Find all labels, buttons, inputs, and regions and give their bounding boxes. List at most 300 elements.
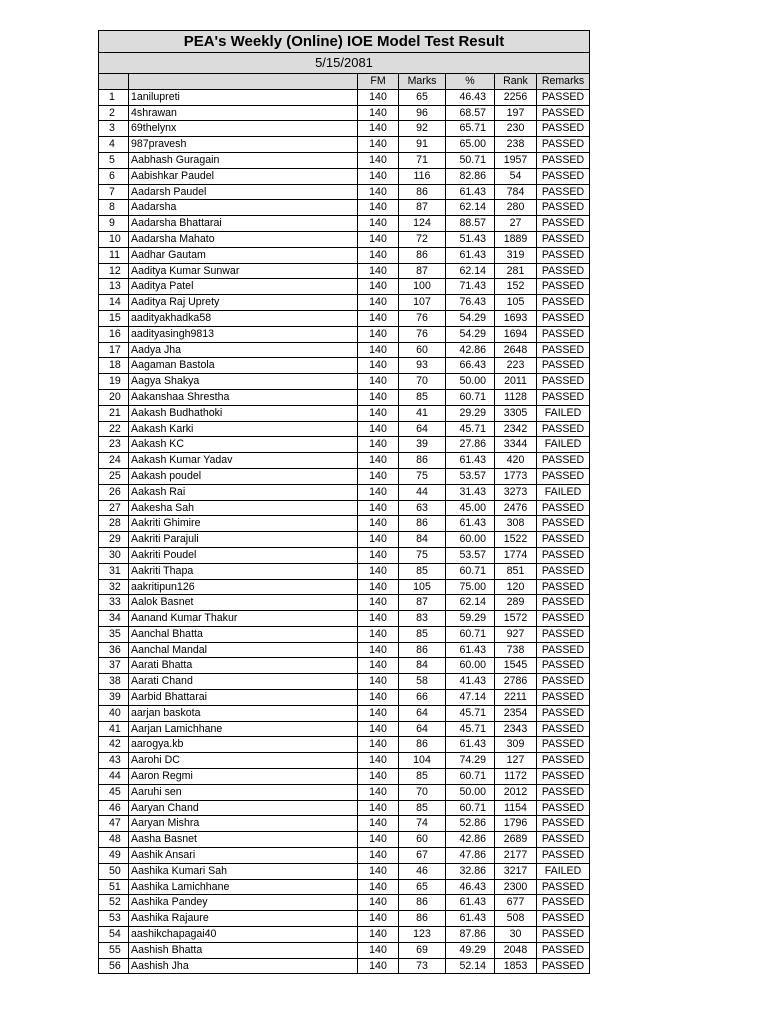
cell-percent: 60.00 bbox=[446, 658, 495, 674]
cell-remarks: PASSED bbox=[537, 769, 590, 785]
cell-rank: 2648 bbox=[495, 342, 537, 358]
cell-remarks: FAILED bbox=[537, 863, 590, 879]
cell-rank: 1545 bbox=[495, 658, 537, 674]
cell-fm: 140 bbox=[358, 658, 399, 674]
cell-sn: 55 bbox=[99, 942, 129, 958]
cell-remarks: PASSED bbox=[537, 579, 590, 595]
cell-remarks: PASSED bbox=[537, 879, 590, 895]
cell-marks: 60 bbox=[399, 342, 446, 358]
cell-rank: 197 bbox=[495, 105, 537, 121]
cell-percent: 45.71 bbox=[446, 705, 495, 721]
cell-marks: 69 bbox=[399, 942, 446, 958]
table-row bbox=[99, 658, 590, 674]
cell-rank: 127 bbox=[495, 753, 537, 769]
cell-rank: 230 bbox=[495, 121, 537, 137]
cell-fm: 140 bbox=[358, 626, 399, 642]
cell-sn: 56 bbox=[99, 958, 129, 974]
header-percent: % bbox=[446, 74, 495, 90]
cell-sn: 13 bbox=[99, 279, 129, 295]
cell-sn: 19 bbox=[99, 374, 129, 390]
table-row bbox=[99, 137, 590, 153]
cell-name: aarogya.kb bbox=[129, 737, 358, 753]
table-row bbox=[99, 863, 590, 879]
cell-fm: 140 bbox=[358, 753, 399, 769]
cell-name: Aaditya Kumar Sunwar bbox=[129, 263, 358, 279]
cell-marks: 64 bbox=[399, 421, 446, 437]
cell-fm: 140 bbox=[358, 295, 399, 311]
cell-percent: 66.43 bbox=[446, 358, 495, 374]
cell-rank: 2300 bbox=[495, 879, 537, 895]
cell-remarks: PASSED bbox=[537, 342, 590, 358]
table-row bbox=[99, 200, 590, 216]
table-row bbox=[99, 468, 590, 484]
table-row bbox=[99, 674, 590, 690]
cell-remarks: PASSED bbox=[537, 595, 590, 611]
cell-name: Aakriti Thapa bbox=[129, 563, 358, 579]
header-marks: Marks bbox=[399, 74, 446, 90]
cell-marks: 86 bbox=[399, 453, 446, 469]
cell-rank: 105 bbox=[495, 295, 537, 311]
cell-remarks: PASSED bbox=[537, 358, 590, 374]
cell-rank: 309 bbox=[495, 737, 537, 753]
table-row bbox=[99, 105, 590, 121]
cell-name: Aashika Kumari Sah bbox=[129, 863, 358, 879]
cell-remarks: PASSED bbox=[537, 848, 590, 864]
cell-name: Aakash poudel bbox=[129, 468, 358, 484]
cell-fm: 140 bbox=[358, 389, 399, 405]
table-row bbox=[99, 879, 590, 895]
table-row bbox=[99, 958, 590, 974]
cell-sn: 31 bbox=[99, 563, 129, 579]
cell-rank: 2689 bbox=[495, 832, 537, 848]
cell-marks: 66 bbox=[399, 690, 446, 706]
cell-sn: 50 bbox=[99, 863, 129, 879]
cell-rank: 2354 bbox=[495, 705, 537, 721]
cell-name: Aaditya Raj Uprety bbox=[129, 295, 358, 311]
cell-rank: 2786 bbox=[495, 674, 537, 690]
cell-rank: 280 bbox=[495, 200, 537, 216]
cell-marks: 73 bbox=[399, 958, 446, 974]
cell-rank: 30 bbox=[495, 927, 537, 943]
table-row bbox=[99, 326, 590, 342]
header-rank: Rank bbox=[495, 74, 537, 90]
cell-marks: 93 bbox=[399, 358, 446, 374]
cell-marks: 86 bbox=[399, 911, 446, 927]
cell-marks: 64 bbox=[399, 721, 446, 737]
cell-name: Aadarsha bbox=[129, 200, 358, 216]
cell-remarks: PASSED bbox=[537, 753, 590, 769]
cell-sn: 18 bbox=[99, 358, 129, 374]
cell-percent: 60.71 bbox=[446, 563, 495, 579]
cell-percent: 29.29 bbox=[446, 405, 495, 421]
cell-fm: 140 bbox=[358, 247, 399, 263]
table-row bbox=[99, 152, 590, 168]
cell-percent: 32.86 bbox=[446, 863, 495, 879]
cell-name: Aakash KC bbox=[129, 437, 358, 453]
cell-marks: 86 bbox=[399, 184, 446, 200]
table-row bbox=[99, 184, 590, 200]
table-row bbox=[99, 753, 590, 769]
cell-name: Aakash Kumar Yadav bbox=[129, 453, 358, 469]
cell-fm: 140 bbox=[358, 532, 399, 548]
cell-marks: 85 bbox=[399, 563, 446, 579]
cell-rank: 1693 bbox=[495, 310, 537, 326]
cell-remarks: PASSED bbox=[537, 468, 590, 484]
cell-remarks: PASSED bbox=[537, 279, 590, 295]
cell-marks: 46 bbox=[399, 863, 446, 879]
cell-remarks: PASSED bbox=[537, 89, 590, 105]
table-row bbox=[99, 595, 590, 611]
table-row bbox=[99, 816, 590, 832]
cell-marks: 76 bbox=[399, 310, 446, 326]
cell-marks: 86 bbox=[399, 247, 446, 263]
cell-fm: 140 bbox=[358, 105, 399, 121]
cell-name: Aagaman Bastola bbox=[129, 358, 358, 374]
table-row bbox=[99, 705, 590, 721]
table-row bbox=[99, 358, 590, 374]
cell-fm: 140 bbox=[358, 453, 399, 469]
table-row bbox=[99, 942, 590, 958]
cell-sn: 27 bbox=[99, 500, 129, 516]
cell-rank: 308 bbox=[495, 516, 537, 532]
cell-sn: 3 bbox=[99, 121, 129, 137]
cell-name: Aashish Bhatta bbox=[129, 942, 358, 958]
cell-name: Aadarsha Mahato bbox=[129, 231, 358, 247]
cell-remarks: PASSED bbox=[537, 453, 590, 469]
cell-marks: 96 bbox=[399, 105, 446, 121]
cell-remarks: PASSED bbox=[537, 500, 590, 516]
cell-percent: 75.00 bbox=[446, 579, 495, 595]
cell-percent: 52.86 bbox=[446, 816, 495, 832]
cell-sn: 8 bbox=[99, 200, 129, 216]
cell-name: Aaron Regmi bbox=[129, 769, 358, 785]
cell-rank: 738 bbox=[495, 642, 537, 658]
cell-rank: 1796 bbox=[495, 816, 537, 832]
cell-marks: 85 bbox=[399, 800, 446, 816]
cell-fm: 140 bbox=[358, 879, 399, 895]
cell-name: Aashika Lamichhane bbox=[129, 879, 358, 895]
cell-marks: 100 bbox=[399, 279, 446, 295]
cell-name: Aashish Jha bbox=[129, 958, 358, 974]
cell-percent: 62.14 bbox=[446, 200, 495, 216]
cell-remarks: PASSED bbox=[537, 942, 590, 958]
cell-remarks: PASSED bbox=[537, 690, 590, 706]
cell-rank: 1522 bbox=[495, 532, 537, 548]
cell-remarks: FAILED bbox=[537, 484, 590, 500]
cell-marks: 116 bbox=[399, 168, 446, 184]
cell-marks: 72 bbox=[399, 231, 446, 247]
cell-rank: 1774 bbox=[495, 547, 537, 563]
cell-percent: 46.43 bbox=[446, 89, 495, 105]
cell-rank: 1889 bbox=[495, 231, 537, 247]
cell-sn: 39 bbox=[99, 690, 129, 706]
cell-fm: 140 bbox=[358, 816, 399, 832]
cell-remarks: PASSED bbox=[537, 310, 590, 326]
cell-rank: 420 bbox=[495, 453, 537, 469]
table-row bbox=[99, 295, 590, 311]
cell-sn: 23 bbox=[99, 437, 129, 453]
cell-marks: 71 bbox=[399, 152, 446, 168]
cell-fm: 140 bbox=[358, 595, 399, 611]
cell-sn: 37 bbox=[99, 658, 129, 674]
cell-marks: 70 bbox=[399, 374, 446, 390]
cell-percent: 46.43 bbox=[446, 879, 495, 895]
cell-remarks: PASSED bbox=[537, 421, 590, 437]
cell-fm: 140 bbox=[358, 674, 399, 690]
cell-remarks: PASSED bbox=[537, 958, 590, 974]
cell-fm: 140 bbox=[358, 611, 399, 627]
table-row bbox=[99, 547, 590, 563]
cell-remarks: PASSED bbox=[537, 184, 590, 200]
cell-sn: 32 bbox=[99, 579, 129, 595]
cell-fm: 140 bbox=[358, 690, 399, 706]
cell-remarks: PASSED bbox=[537, 374, 590, 390]
cell-marks: 85 bbox=[399, 626, 446, 642]
cell-remarks: PASSED bbox=[537, 231, 590, 247]
cell-sn: 42 bbox=[99, 737, 129, 753]
cell-name: Aanchal Mandal bbox=[129, 642, 358, 658]
cell-remarks: PASSED bbox=[537, 247, 590, 263]
cell-name: aakritipun126 bbox=[129, 579, 358, 595]
table-row bbox=[99, 216, 590, 232]
cell-sn: 51 bbox=[99, 879, 129, 895]
cell-sn: 49 bbox=[99, 848, 129, 864]
cell-rank: 3344 bbox=[495, 437, 537, 453]
cell-sn: 41 bbox=[99, 721, 129, 737]
cell-fm: 140 bbox=[358, 405, 399, 421]
cell-marks: 86 bbox=[399, 642, 446, 658]
cell-percent: 60.71 bbox=[446, 769, 495, 785]
cell-marks: 83 bbox=[399, 611, 446, 627]
cell-remarks: PASSED bbox=[537, 547, 590, 563]
header-name bbox=[129, 74, 358, 90]
cell-percent: 47.14 bbox=[446, 690, 495, 706]
table-row bbox=[99, 626, 590, 642]
cell-rank: 1154 bbox=[495, 800, 537, 816]
cell-marks: 86 bbox=[399, 737, 446, 753]
cell-percent: 65.00 bbox=[446, 137, 495, 153]
result-table bbox=[98, 30, 590, 974]
cell-percent: 61.43 bbox=[446, 453, 495, 469]
cell-remarks: PASSED bbox=[537, 389, 590, 405]
cell-remarks: PASSED bbox=[537, 121, 590, 137]
cell-fm: 140 bbox=[358, 832, 399, 848]
cell-marks: 41 bbox=[399, 405, 446, 421]
cell-fm: 140 bbox=[358, 563, 399, 579]
cell-marks: 92 bbox=[399, 121, 446, 137]
cell-marks: 87 bbox=[399, 263, 446, 279]
cell-fm: 140 bbox=[358, 769, 399, 785]
cell-percent: 31.43 bbox=[446, 484, 495, 500]
cell-sn: 5 bbox=[99, 152, 129, 168]
cell-percent: 60.71 bbox=[446, 389, 495, 405]
cell-percent: 61.43 bbox=[446, 642, 495, 658]
cell-sn: 15 bbox=[99, 310, 129, 326]
table-row bbox=[99, 247, 590, 263]
cell-remarks: PASSED bbox=[537, 152, 590, 168]
cell-percent: 71.43 bbox=[446, 279, 495, 295]
cell-fm: 140 bbox=[358, 200, 399, 216]
table-row bbox=[99, 690, 590, 706]
cell-fm: 140 bbox=[358, 848, 399, 864]
cell-fm: 140 bbox=[358, 500, 399, 516]
cell-rank: 152 bbox=[495, 279, 537, 295]
cell-marks: 87 bbox=[399, 595, 446, 611]
cell-sn: 25 bbox=[99, 468, 129, 484]
cell-marks: 58 bbox=[399, 674, 446, 690]
table-row bbox=[99, 421, 590, 437]
cell-remarks: PASSED bbox=[537, 674, 590, 690]
cell-sn: 1 bbox=[99, 89, 129, 105]
cell-fm: 140 bbox=[358, 326, 399, 342]
cell-fm: 140 bbox=[358, 310, 399, 326]
cell-marks: 63 bbox=[399, 500, 446, 516]
cell-rank: 1773 bbox=[495, 468, 537, 484]
cell-percent: 61.43 bbox=[446, 895, 495, 911]
cell-remarks: PASSED bbox=[537, 927, 590, 943]
cell-marks: 76 bbox=[399, 326, 446, 342]
cell-rank: 851 bbox=[495, 563, 537, 579]
cell-name: Aabhash Guragain bbox=[129, 152, 358, 168]
cell-rank: 508 bbox=[495, 911, 537, 927]
cell-sn: 47 bbox=[99, 816, 129, 832]
cell-marks: 85 bbox=[399, 389, 446, 405]
cell-sn: 46 bbox=[99, 800, 129, 816]
cell-percent: 47.86 bbox=[446, 848, 495, 864]
cell-rank: 223 bbox=[495, 358, 537, 374]
cell-sn: 33 bbox=[99, 595, 129, 611]
sheet-title: PEA's Weekly (Online) IOE Model Test Result bbox=[99, 31, 590, 53]
table-row bbox=[99, 737, 590, 753]
cell-remarks: PASSED bbox=[537, 800, 590, 816]
cell-marks: 123 bbox=[399, 927, 446, 943]
table-row bbox=[99, 121, 590, 137]
cell-fm: 140 bbox=[358, 547, 399, 563]
cell-sn: 36 bbox=[99, 642, 129, 658]
table-row bbox=[99, 784, 590, 800]
cell-fm: 140 bbox=[358, 216, 399, 232]
cell-name: 69thelynx bbox=[129, 121, 358, 137]
cell-fm: 140 bbox=[358, 437, 399, 453]
cell-rank: 2012 bbox=[495, 784, 537, 800]
cell-rank: 3217 bbox=[495, 863, 537, 879]
cell-percent: 41.43 bbox=[446, 674, 495, 690]
cell-rank: 1957 bbox=[495, 152, 537, 168]
cell-rank: 784 bbox=[495, 184, 537, 200]
cell-remarks: PASSED bbox=[537, 784, 590, 800]
sheet-date: 5/15/2081 bbox=[99, 53, 590, 74]
cell-percent: 61.43 bbox=[446, 737, 495, 753]
table-row bbox=[99, 89, 590, 105]
cell-fm: 140 bbox=[358, 642, 399, 658]
table-row bbox=[99, 532, 590, 548]
cell-marks: 87 bbox=[399, 200, 446, 216]
cell-name: Aadya Jha bbox=[129, 342, 358, 358]
cell-fm: 140 bbox=[358, 121, 399, 137]
cell-marks: 64 bbox=[399, 705, 446, 721]
header-row bbox=[99, 74, 590, 90]
cell-remarks: PASSED bbox=[537, 137, 590, 153]
cell-marks: 65 bbox=[399, 879, 446, 895]
cell-percent: 59.29 bbox=[446, 611, 495, 627]
header-remarks: Remarks bbox=[537, 74, 590, 90]
cell-percent: 74.29 bbox=[446, 753, 495, 769]
cell-name: Aakriti Parajuli bbox=[129, 532, 358, 548]
cell-fm: 140 bbox=[358, 911, 399, 927]
cell-percent: 54.29 bbox=[446, 310, 495, 326]
cell-fm: 140 bbox=[358, 89, 399, 105]
cell-rank: 2211 bbox=[495, 690, 537, 706]
table-row bbox=[99, 800, 590, 816]
cell-sn: 10 bbox=[99, 231, 129, 247]
cell-marks: 65 bbox=[399, 89, 446, 105]
cell-fm: 140 bbox=[358, 468, 399, 484]
cell-name: Aaditya Patel bbox=[129, 279, 358, 295]
cell-rank: 677 bbox=[495, 895, 537, 911]
cell-fm: 140 bbox=[358, 737, 399, 753]
cell-name: Aalok Basnet bbox=[129, 595, 358, 611]
cell-marks: 74 bbox=[399, 816, 446, 832]
cell-rank: 3273 bbox=[495, 484, 537, 500]
cell-rank: 2011 bbox=[495, 374, 537, 390]
cell-name: Aarohi DC bbox=[129, 753, 358, 769]
cell-sn: 9 bbox=[99, 216, 129, 232]
cell-marks: 70 bbox=[399, 784, 446, 800]
cell-percent: 60.00 bbox=[446, 532, 495, 548]
cell-remarks: PASSED bbox=[537, 295, 590, 311]
cell-fm: 140 bbox=[358, 263, 399, 279]
cell-rank: 319 bbox=[495, 247, 537, 263]
cell-marks: 105 bbox=[399, 579, 446, 595]
cell-fm: 140 bbox=[358, 784, 399, 800]
header-fm: FM bbox=[358, 74, 399, 90]
table-row bbox=[99, 231, 590, 247]
cell-sn: 11 bbox=[99, 247, 129, 263]
cell-percent: 42.86 bbox=[446, 342, 495, 358]
cell-name: Aagya Shakya bbox=[129, 374, 358, 390]
table-row bbox=[99, 437, 590, 453]
cell-marks: 75 bbox=[399, 547, 446, 563]
cell-rank: 2476 bbox=[495, 500, 537, 516]
cell-name: Aanand Kumar Thakur bbox=[129, 611, 358, 627]
cell-marks: 91 bbox=[399, 137, 446, 153]
table-row bbox=[99, 374, 590, 390]
cell-marks: 124 bbox=[399, 216, 446, 232]
cell-rank: 927 bbox=[495, 626, 537, 642]
cell-percent: 76.43 bbox=[446, 295, 495, 311]
table-row bbox=[99, 168, 590, 184]
cell-fm: 140 bbox=[358, 800, 399, 816]
cell-fm: 140 bbox=[358, 895, 399, 911]
cell-name: 987pravesh bbox=[129, 137, 358, 153]
cell-name: Aabishkar Paudel bbox=[129, 168, 358, 184]
cell-percent: 68.57 bbox=[446, 105, 495, 121]
cell-percent: 87.86 bbox=[446, 927, 495, 943]
cell-percent: 61.43 bbox=[446, 184, 495, 200]
cell-fm: 140 bbox=[358, 484, 399, 500]
cell-remarks: PASSED bbox=[537, 532, 590, 548]
cell-rank: 1128 bbox=[495, 389, 537, 405]
cell-remarks: PASSED bbox=[537, 705, 590, 721]
cell-remarks: PASSED bbox=[537, 563, 590, 579]
cell-name: Aarjan Lamichhane bbox=[129, 721, 358, 737]
cell-sn: 52 bbox=[99, 895, 129, 911]
cell-remarks: PASSED bbox=[537, 911, 590, 927]
cell-rank: 1172 bbox=[495, 769, 537, 785]
cell-percent: 65.71 bbox=[446, 121, 495, 137]
table-row bbox=[99, 500, 590, 516]
cell-marks: 84 bbox=[399, 532, 446, 548]
